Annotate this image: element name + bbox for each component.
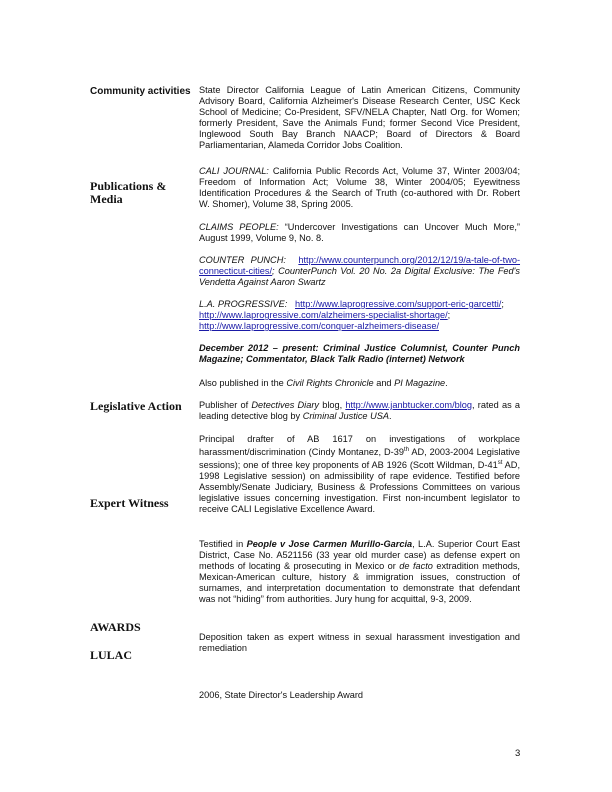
counter-punch-name: COUNTER PUNCH: (199, 255, 286, 265)
label-community-activities: Community activities (90, 86, 191, 97)
label-lulac: LULAC (90, 648, 133, 662)
also-published-and: and (373, 378, 395, 388)
publication-cali-journal (199, 166, 520, 210)
publication-claims-people (199, 222, 520, 244)
pi-magazine: PI Magazine (394, 378, 446, 388)
publication-detectives-diary (199, 400, 520, 422)
legislative-part-3: AD, 1998 Legislative session) on admissibility of rape evidence. Testified before Assembly/Senate Judiciary, Business & Professions Committees on various legislative issues concerning investigation. First non-incumbent legislator to receive CALI Legislative Excellence Award. (199, 460, 520, 515)
detectives-diary-rating: , rated as a leading detective blog by (199, 400, 520, 421)
publication-also-published (199, 378, 520, 389)
legislative-part-1: Principal drafter of AB 1617 on investigations of workplace harassment/discrimination (Cindy Montanez, D-39 (199, 434, 520, 458)
counter-punch-details: ; CounterPunch Vol. 20 No. 2a Digital Exclusive: The Fed's Vendetta Against Aaron Swartz (199, 266, 520, 287)
label-expert-witness: Expert Witness (90, 496, 169, 510)
la-progressive-link-garcetti[interactable]: http://www.laprogressive.com/support-eric-garcetti/ (295, 299, 502, 309)
page-number: 3 (515, 748, 521, 759)
case-name: People v Jose Carmen Murillo-Garcia (246, 539, 413, 549)
also-published-prefix: Also published in the (199, 378, 287, 388)
publication-la-progressive: L.A. PROGRESSIVE: http://www.laprogressive.com/support-eric-garcetti/; http://www.laprogressive.com/alzheimers-specialist-shortage/; http://www.laprogressive.com/conquer-alzheimers-disease/ (199, 299, 504, 331)
expert-witness-deposition: Deposition taken as expert witness in sexual harassment investigation and remediation (199, 632, 520, 653)
expert-witness-testimony (199, 539, 520, 605)
cali-journal-details: California Public Records Act, Volume 37, Winter 2003/04; Freedom of Information Act; Volume 38, Winter 2004/05; Eyewitness Identification Procedures & the Search of Truth (co-authored with Dr. Robert W. Shomer), Volume 38, Spring 2005. (199, 166, 520, 209)
civil-rights-chronicle: Civil Rights Chronicle (286, 378, 374, 388)
la-progressive-link-conquer[interactable]: http://www.laprogressive.com/conquer-alzheimers-disease/ (199, 321, 439, 331)
counter-punch-link[interactable]: http://www.counterpunch.org/2012/12/19/a-tale-of-two-connecticut-cities/ (199, 255, 521, 276)
testimony-post: extradition methods, Mexican-American culture, history & immigration issues, construction of surnames, and interpretation documentation to demonstrate that defendant was not “hiding” from authorities. Jury hung for acquittal, 9-3, 2009. (199, 561, 520, 604)
de-facto: de facto (399, 561, 433, 571)
claims-people-name: CLAIMS PEOPLE: (199, 222, 279, 232)
publication-columnist-role: December 2012 – present: Criminal Justice Columnist, Counter Punch Magazine; Commentator, Black Talk Radio (internet) Network (199, 343, 520, 364)
claims-people-details: “Undercover Investigations can Uncover Much More,” August 1999, Volume 9, No. 8. (199, 222, 520, 243)
detectives-diary-link[interactable]: http://www.janbtucker.com/blog (345, 400, 473, 410)
cali-journal-name: CALI JOURNAL: (199, 166, 269, 176)
detectives-diary-mid: blog, (318, 400, 346, 410)
detectives-diary-prefix: Publisher of (199, 400, 252, 410)
legislative-action-text (199, 434, 520, 515)
detectives-diary-title: Detectives Diary (251, 400, 319, 410)
label-awards: AWARDS (90, 620, 141, 634)
publication-counter-punch (199, 255, 520, 288)
lulac-award-text: 2006, State Director's Leadership Award (199, 690, 363, 700)
legislative-sup-st: st (497, 460, 503, 467)
label-legislative-action: Legislative Action (90, 399, 182, 413)
label-publications-media: Publications & Media (90, 179, 167, 206)
detectives-diary-end: . (388, 411, 392, 421)
la-progressive-link-shortage[interactable]: http://www.laprogressive.com/alzheimers-specialist-shortage/ (199, 310, 448, 320)
also-published-period: . (445, 378, 448, 388)
legislative-sup-th: th (403, 447, 409, 453)
testimony-prefix: Testified in (199, 539, 247, 549)
la-progressive-name: L.A. PROGRESSIVE: (199, 299, 288, 309)
criminal-justice-usa: Criminal Justice USA (302, 411, 389, 421)
legislative-part-2: AD, 2003-2004 Legislative sessions); one of three key proponents of AB 1926 (Scott Wildman, D-41 (199, 447, 520, 471)
community-activities-text: State Director California League of Latin American Citizens, Community Advisory Board, California Alzheimer's Disease Research Center, USC Keck School of Medicine; Co-President, SFV/NELA Chapter, Natl Org. for Women; formerly President, Save the Animals Fund; former Second Vice President, Inglewood South Bay Branch NAACP; Board of Directors & Board Parliamentarian, Alameda Corridor Jobs Coalition. (199, 85, 520, 150)
testimony-mid: , L.A. Superior Court East District, Case No. A521156 (33 year old murder case) as defense expert on methods of locating & prosecuting in Mexico or (199, 539, 520, 571)
